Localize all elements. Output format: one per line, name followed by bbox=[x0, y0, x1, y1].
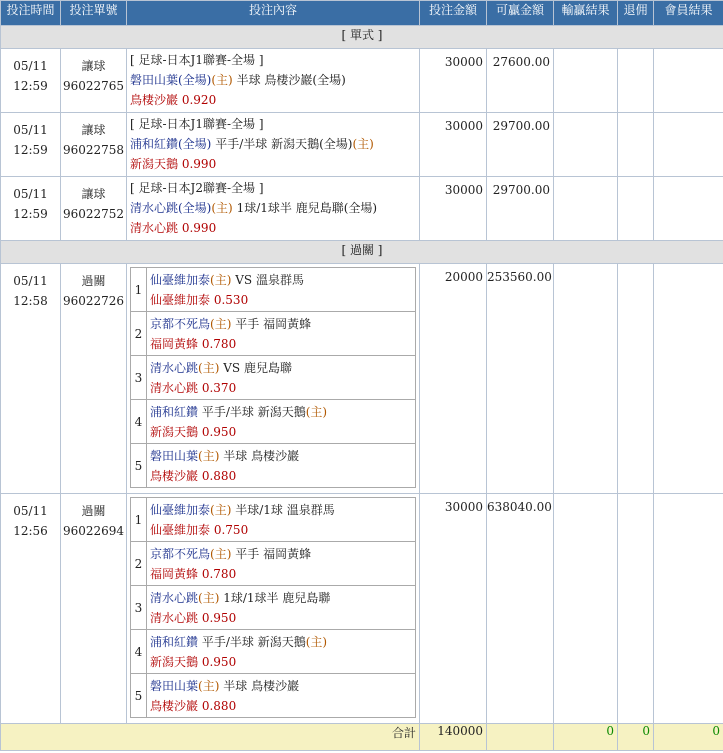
commission-cell bbox=[618, 177, 654, 241]
totals-label: 合計 bbox=[1, 724, 420, 751]
section-parlay-label: [ 過關 ] bbox=[1, 241, 723, 264]
leg-content bbox=[147, 586, 416, 630]
leg-index: 3 bbox=[131, 356, 147, 400]
bet-id: 96022752 bbox=[62, 207, 125, 221]
away-team: 溫泉群馬 bbox=[255, 272, 304, 287]
away-team: 鳥棲沙巖(全場) bbox=[264, 73, 346, 87]
bet-time: 12:56 bbox=[13, 524, 48, 538]
member-result-cell bbox=[654, 113, 723, 177]
commission-cell bbox=[618, 494, 654, 724]
home-mark: (主) bbox=[210, 272, 232, 287]
away-team: 鹿兒島聯 bbox=[282, 590, 331, 605]
odds: 0.880 bbox=[201, 468, 237, 483]
league-label: [ 足球-日本J1聯賽-全場 ] bbox=[130, 117, 264, 131]
odds: 0.880 bbox=[201, 698, 237, 713]
section-single-label: [ 單式 ] bbox=[1, 26, 723, 49]
pick-team: 福岡黃蜂 bbox=[150, 336, 199, 351]
leg-content bbox=[147, 356, 416, 400]
bet-time: 12:59 bbox=[13, 143, 48, 157]
leg-pick bbox=[150, 652, 412, 672]
leg-pick bbox=[150, 466, 412, 486]
parlay-leg bbox=[131, 268, 416, 312]
bet-time-cell bbox=[1, 49, 61, 113]
pick-team: 鳥棲沙巖 bbox=[150, 698, 199, 713]
pick-line bbox=[130, 90, 416, 110]
bet-time-cell bbox=[1, 494, 61, 724]
away-mark: (主) bbox=[305, 404, 328, 419]
member-result-cell bbox=[654, 177, 723, 241]
leg-pick bbox=[150, 608, 412, 628]
home-team: 仙臺維加泰 bbox=[150, 272, 211, 287]
win-amount: 638040.00 bbox=[487, 494, 554, 724]
home-team: 仙臺維加泰 bbox=[150, 502, 211, 517]
header-result: 輸贏結果 bbox=[554, 1, 618, 26]
leg-pick bbox=[150, 564, 412, 584]
bet-date: 05/11 bbox=[13, 123, 48, 137]
table-row bbox=[1, 49, 723, 113]
home-mark: (主) bbox=[210, 546, 232, 561]
table-row bbox=[1, 177, 723, 241]
parlay-leg bbox=[131, 444, 416, 488]
leg-index: 3 bbox=[131, 586, 147, 630]
home-mark: (主) bbox=[198, 448, 220, 463]
parlay-legs-cell bbox=[127, 494, 420, 724]
home-mark: (主) bbox=[210, 316, 232, 331]
bet-type: 讓球 bbox=[81, 123, 106, 137]
leg-index: 2 bbox=[131, 542, 147, 586]
parlay-leg bbox=[131, 674, 416, 718]
leg-index: 1 bbox=[131, 498, 147, 542]
leg-match bbox=[150, 402, 412, 422]
handicap: 半球 bbox=[223, 448, 248, 463]
bet-date: 05/11 bbox=[13, 187, 48, 201]
home-team: 京都不死鳥 bbox=[150, 546, 211, 561]
leg-content bbox=[147, 444, 416, 488]
header-bet-amount: 投注金額 bbox=[420, 1, 487, 26]
leg-index: 5 bbox=[131, 444, 147, 488]
home-team: 清水心跳 bbox=[150, 590, 199, 605]
win-amount: 29700.00 bbox=[487, 113, 554, 177]
odds: 0.780 bbox=[201, 566, 237, 581]
leg-pick bbox=[150, 378, 412, 398]
leg-match bbox=[150, 544, 412, 564]
result-cell bbox=[554, 49, 618, 113]
bet-type: 過關 bbox=[81, 504, 106, 518]
bet-type: 讓球 bbox=[81, 187, 106, 201]
home-team: 清水心跳 bbox=[150, 360, 199, 375]
away-team: 鹿兒島聯 bbox=[243, 360, 292, 375]
pick-team: 仙臺維加泰 bbox=[150, 292, 211, 307]
pick-team: 清水心跳 bbox=[150, 380, 199, 395]
home-team: 磐田山葉 bbox=[150, 448, 199, 463]
leg-match bbox=[150, 270, 412, 290]
table-header-row bbox=[1, 1, 723, 26]
away-mark: (主) bbox=[352, 137, 374, 151]
leg-index: 1 bbox=[131, 268, 147, 312]
totals-member-result: 0 bbox=[654, 724, 723, 751]
handicap: 半球 bbox=[236, 73, 261, 87]
leg-content bbox=[147, 630, 416, 674]
odds: 0.990 bbox=[181, 221, 217, 235]
leg-pick bbox=[150, 290, 412, 310]
pick-team: 仙臺維加泰 bbox=[150, 522, 211, 537]
leg-pick bbox=[150, 520, 412, 540]
home-team: 京都不死鳥 bbox=[150, 316, 211, 331]
header-win-amount: 可贏金額 bbox=[487, 1, 554, 26]
away-team: 新潟天鵝(全場) bbox=[271, 137, 353, 151]
leg-content bbox=[147, 542, 416, 586]
leg-match bbox=[150, 588, 412, 608]
commission-cell bbox=[618, 264, 654, 494]
stake-amount: 30000 bbox=[420, 177, 487, 241]
bet-number-cell bbox=[61, 264, 127, 494]
leg-match bbox=[150, 632, 412, 652]
handicap: 1球/1球半 bbox=[223, 590, 279, 605]
parlay-leg bbox=[131, 586, 416, 630]
league-label: [ 足球-日本J1聯賽-全場 ] bbox=[130, 53, 264, 67]
leg-index: 4 bbox=[131, 630, 147, 674]
stake-amount: 30000 bbox=[420, 494, 487, 724]
section-parlay-row bbox=[1, 241, 723, 264]
parlay-leg bbox=[131, 400, 416, 444]
match-line bbox=[130, 70, 416, 90]
section-single-row bbox=[1, 26, 723, 49]
pick-team: 福岡黃蜂 bbox=[150, 566, 199, 581]
leg-match bbox=[150, 358, 412, 378]
leg-index: 4 bbox=[131, 400, 147, 444]
bet-time: 12:58 bbox=[13, 294, 48, 308]
member-result-cell bbox=[654, 49, 723, 113]
win-amount: 27600.00 bbox=[487, 49, 554, 113]
table-row bbox=[1, 494, 723, 724]
handicap: 半球 bbox=[223, 678, 248, 693]
bet-type: 過關 bbox=[81, 274, 106, 288]
pick-team: 清水心跳 bbox=[130, 221, 179, 235]
leg-match bbox=[150, 676, 412, 696]
home-mark: (主) bbox=[198, 360, 220, 375]
leg-match bbox=[150, 500, 412, 520]
home-mark: (主) bbox=[198, 590, 220, 605]
pick-line bbox=[130, 218, 416, 238]
parlay-legs-table bbox=[130, 267, 416, 488]
handicap: VS bbox=[223, 360, 241, 375]
bet-id: 96022726 bbox=[62, 294, 125, 308]
handicap: 平手 bbox=[235, 316, 260, 331]
odds: 0.530 bbox=[213, 292, 249, 307]
handicap: 1球/1球半 bbox=[236, 201, 292, 215]
handicap: 半球/1球 bbox=[235, 502, 283, 517]
totals-win bbox=[487, 724, 554, 751]
parlay-leg bbox=[131, 542, 416, 586]
home-team: 清水心跳(全場) bbox=[130, 201, 212, 215]
away-team: 鳥棲沙巖 bbox=[251, 448, 300, 463]
result-cell bbox=[554, 113, 618, 177]
match-line bbox=[130, 134, 416, 154]
bet-id: 96022694 bbox=[62, 524, 125, 538]
away-team: 新潟天鵝 bbox=[257, 634, 306, 649]
odds: 0.990 bbox=[181, 157, 217, 171]
leg-content bbox=[147, 312, 416, 356]
win-amount: 29700.00 bbox=[487, 177, 554, 241]
bet-number-cell bbox=[61, 177, 127, 241]
away-team: 鳥棲沙巖 bbox=[251, 678, 300, 693]
home-mark: (主) bbox=[211, 201, 233, 215]
totals-stake: 140000 bbox=[420, 724, 487, 751]
match-line bbox=[130, 198, 416, 218]
stake-amount: 30000 bbox=[420, 113, 487, 177]
pick-team: 新潟天鵝 bbox=[150, 654, 199, 669]
bet-number-cell bbox=[61, 49, 127, 113]
home-team: 浦和紅鑽 bbox=[150, 634, 199, 649]
leg-pick bbox=[150, 334, 412, 354]
parlay-leg bbox=[131, 312, 416, 356]
pick-team: 新潟天鵝 bbox=[150, 424, 199, 439]
pick-team: 鳥棲沙巖 bbox=[130, 93, 179, 107]
bet-type: 讓球 bbox=[81, 59, 106, 73]
header-bet-time: 投注時間 bbox=[1, 1, 61, 26]
leg-pick bbox=[150, 696, 412, 716]
leg-index: 5 bbox=[131, 674, 147, 718]
odds: 0.950 bbox=[201, 424, 237, 439]
header-member-result: 會員結果 bbox=[654, 1, 723, 26]
parlay-legs-table bbox=[130, 497, 416, 718]
commission-cell bbox=[618, 49, 654, 113]
away-team: 溫泉群馬 bbox=[286, 502, 335, 517]
pick-team: 新潟天鵝 bbox=[130, 157, 179, 171]
bet-content-cell bbox=[127, 177, 420, 241]
header-bet-content: 投注內容 bbox=[127, 1, 420, 26]
home-team: 浦和紅鑽(全場) bbox=[130, 137, 212, 151]
bet-time-cell bbox=[1, 177, 61, 241]
bet-time-cell bbox=[1, 264, 61, 494]
leg-content bbox=[147, 268, 416, 312]
leg-match bbox=[150, 314, 412, 334]
home-team: 磐田山葉(全場) bbox=[130, 73, 212, 87]
home-mark: (主) bbox=[211, 73, 233, 87]
bet-date: 05/11 bbox=[13, 504, 48, 518]
odds: 0.950 bbox=[201, 610, 237, 625]
bet-time-cell bbox=[1, 113, 61, 177]
stake-amount: 30000 bbox=[420, 49, 487, 113]
league-label: [ 足球-日本J2聯賽-全場 ] bbox=[130, 181, 264, 195]
totals-row bbox=[1, 724, 723, 751]
leg-index: 2 bbox=[131, 312, 147, 356]
leg-content bbox=[147, 498, 416, 542]
parlay-leg bbox=[131, 356, 416, 400]
odds: 0.370 bbox=[201, 380, 237, 395]
bet-content-cell bbox=[127, 113, 420, 177]
totals-result: 0 bbox=[554, 724, 618, 751]
bet-id: 96022758 bbox=[62, 143, 125, 157]
odds: 0.950 bbox=[201, 654, 237, 669]
pick-team: 鳥棲沙巖 bbox=[150, 468, 199, 483]
header-commission: 退佣 bbox=[618, 1, 654, 26]
stake-amount: 20000 bbox=[420, 264, 487, 494]
away-mark: (主) bbox=[305, 634, 328, 649]
pick-team: 清水心跳 bbox=[150, 610, 199, 625]
leg-match bbox=[150, 446, 412, 466]
bet-content-cell bbox=[127, 49, 420, 113]
leg-content bbox=[147, 674, 416, 718]
result-cell bbox=[554, 177, 618, 241]
bet-time: 12:59 bbox=[13, 207, 48, 221]
result-cell bbox=[554, 494, 618, 724]
leg-content bbox=[147, 400, 416, 444]
home-mark: (主) bbox=[210, 502, 232, 517]
away-team: 福岡黃蜂 bbox=[263, 546, 312, 561]
bet-date: 05/11 bbox=[13, 59, 48, 73]
home-team: 磐田山葉 bbox=[150, 678, 199, 693]
table-row bbox=[1, 264, 723, 494]
home-mark: (主) bbox=[198, 678, 220, 693]
win-amount: 253560.00 bbox=[487, 264, 554, 494]
away-team: 鹿兒島聯(全場) bbox=[295, 201, 378, 215]
leg-pick bbox=[150, 422, 412, 442]
result-cell bbox=[554, 264, 618, 494]
header-bet-number: 投注單號 bbox=[61, 1, 127, 26]
bet-id: 96022765 bbox=[62, 79, 125, 93]
pick-line bbox=[130, 154, 416, 174]
home-team: 浦和紅鑽 bbox=[150, 404, 199, 419]
bet-date: 05/11 bbox=[13, 274, 48, 288]
odds: 0.920 bbox=[181, 93, 217, 107]
totals-commission: 0 bbox=[618, 724, 654, 751]
member-result-cell bbox=[654, 264, 723, 494]
away-team: 福岡黃蜂 bbox=[263, 316, 312, 331]
odds: 0.780 bbox=[201, 336, 237, 351]
parlay-leg bbox=[131, 498, 416, 542]
handicap: 平手/半球 bbox=[201, 634, 254, 649]
handicap: 平手/半球 bbox=[215, 137, 268, 151]
bet-time: 12:59 bbox=[13, 79, 48, 93]
bet-number-cell bbox=[61, 113, 127, 177]
away-team: 新潟天鵝 bbox=[257, 404, 306, 419]
odds: 0.750 bbox=[213, 522, 249, 537]
handicap: 平手 bbox=[235, 546, 260, 561]
handicap: 平手/半球 bbox=[201, 404, 254, 419]
table-row bbox=[1, 113, 723, 177]
commission-cell bbox=[618, 113, 654, 177]
member-result-cell bbox=[654, 494, 723, 724]
parlay-legs-cell bbox=[127, 264, 420, 494]
bet-number-cell bbox=[61, 494, 127, 724]
parlay-leg bbox=[131, 630, 416, 674]
handicap: VS bbox=[235, 272, 253, 287]
